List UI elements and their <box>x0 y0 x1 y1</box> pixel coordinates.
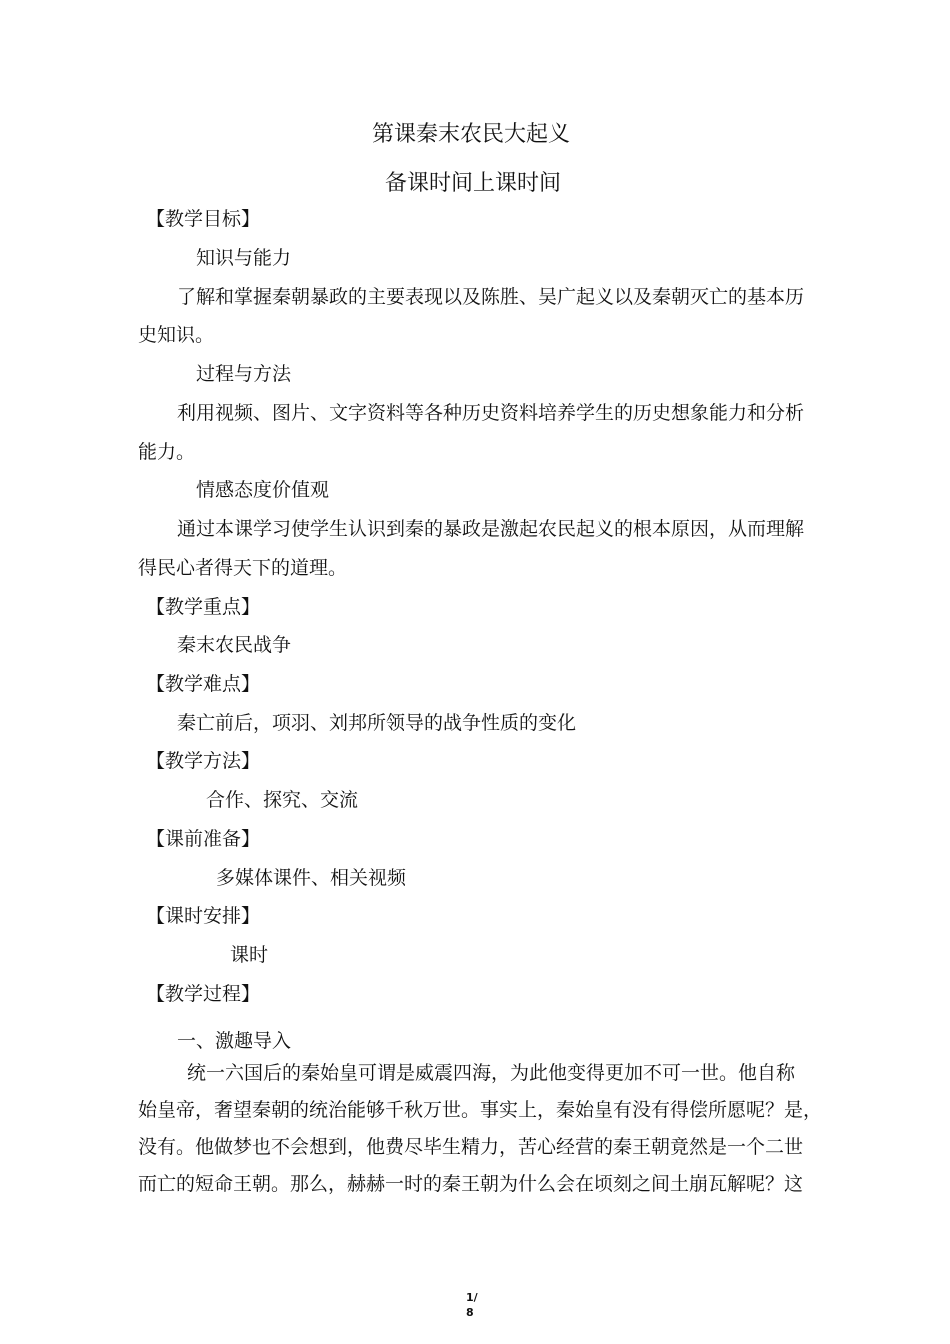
difficulty-heading: 【教学难点】 <box>146 673 261 695</box>
knowledge-text-line: 史知识。 <box>138 324 215 346</box>
method-text: 合作、探究、交流 <box>206 789 359 811</box>
intro-heading: 一、激趣导入 <box>177 1030 292 1052</box>
key-points-text: 秦末农民战争 <box>177 634 292 656</box>
method-heading: 【教学方法】 <box>146 750 261 772</box>
document-title: 第课秦末农民大起义 <box>372 122 571 147</box>
page-total: 8 <box>466 1306 474 1319</box>
intro-text-line: 而亡的短命王朝。那么，赫赫一时的秦王朝为什么会在顷刻之间土崩瓦解呢？这 <box>138 1173 804 1195</box>
schedule-heading: 【课时安排】 <box>146 905 261 927</box>
prep-text: 多媒体课件、相关视频 <box>216 867 407 889</box>
emotion-text-line: 得民心者得天下的道理。 <box>138 557 348 579</box>
process-heading: 过程与方法 <box>196 363 292 385</box>
intro-text-line: 统一六国后的秦始皇可谓是威震四海，为此他变得更加不可一世。他自称 <box>187 1062 796 1084</box>
page-number: 1/ <box>466 1291 478 1304</box>
objectives-heading: 【教学目标】 <box>146 208 261 230</box>
key-points-heading: 【教学重点】 <box>146 596 261 618</box>
emotion-text-line: 通过本课学习使学生认识到秦的暴政是激起农民起义的根本原因，从而理解 <box>177 518 805 540</box>
intro-text-line: 始皇帝，奢望秦朝的统治能够千秋万世。事实上，秦始皇有没有得偿所愿呢？是， <box>138 1099 823 1121</box>
difficulty-text: 秦亡前后，项羽、刘邦所领导的战争性质的变化 <box>177 712 577 734</box>
intro-text-line: 没有。他做梦也不会想到，他费尽毕生精力，苦心经营的秦王朝竟然是一个二世 <box>138 1136 804 1158</box>
process-text-line: 能力。 <box>138 441 196 463</box>
teaching-process-heading: 【教学过程】 <box>146 983 261 1005</box>
prep-heading: 【课前准备】 <box>146 828 261 850</box>
document-subtitle: 备课时间上课时间 <box>385 171 562 196</box>
schedule-text: 课时 <box>230 944 269 966</box>
knowledge-text-line: 了解和掌握秦朝暴政的主要表现以及陈胜、吴广起义以及秦朝灭亡的基本历 <box>177 286 805 308</box>
knowledge-heading: 知识与能力 <box>196 247 292 269</box>
emotion-heading: 情感态度价值观 <box>196 479 330 501</box>
process-text-line: 利用视频、图片、文字资料等各种历史资料培养学生的历史想象能力和分析 <box>177 402 805 424</box>
